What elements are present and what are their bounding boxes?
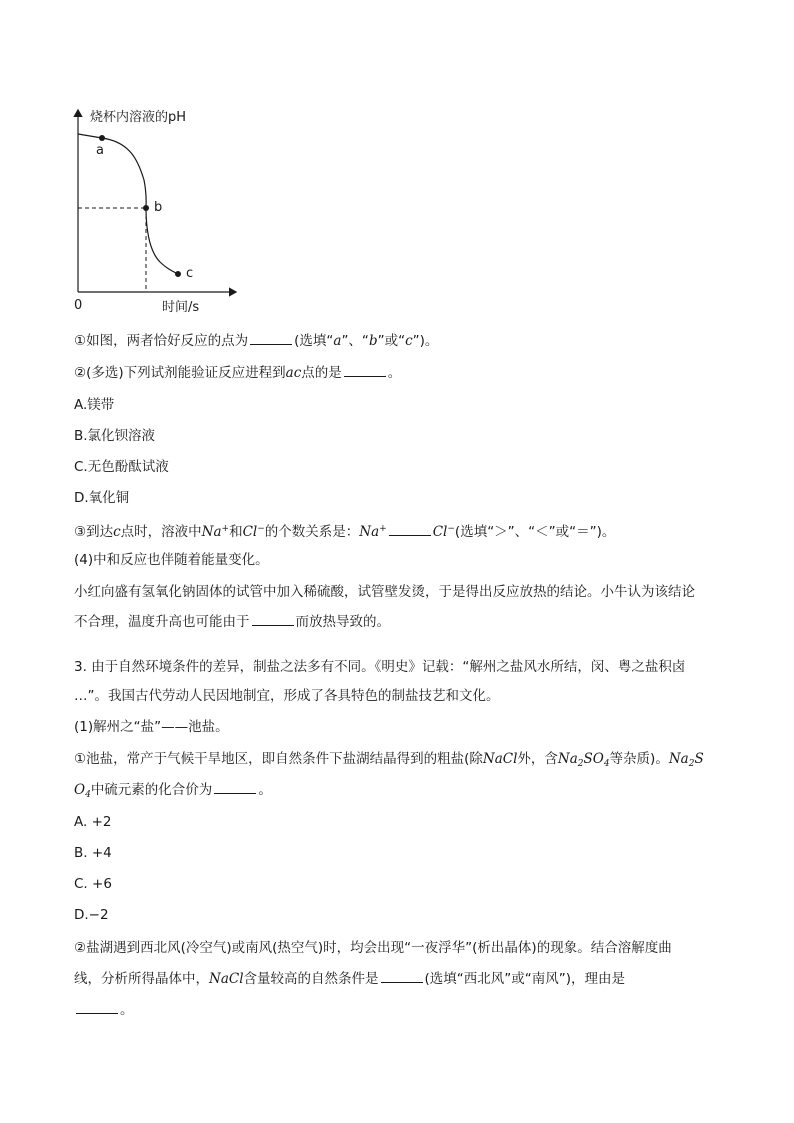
ph-chart — [60, 100, 260, 320]
q3-p1-text: ①池盐，常产于气候干旱地区，即自然条件下盐湖结晶得到的粗盐(除 — [74, 751, 483, 767]
minus-charge: − — [257, 524, 265, 534]
end: 。 — [258, 782, 272, 798]
subscript-4b: 4 — [85, 790, 91, 800]
point-a-marker — [99, 135, 105, 141]
plus-charge-2: + — [379, 524, 387, 534]
answer-blank[interactable] — [250, 332, 292, 345]
na2so4-o: O — [74, 782, 86, 798]
choice-b: b — [368, 333, 378, 349]
q3-intro-line2: …”。我国古代劳动人民因地制宜，形成了各具特色的制盐技艺和文化。 — [74, 688, 500, 704]
q3-p2-line1: ②盐湖遇到西北风(冷空气)或南风(热空气)时，均会出现“一夜浮华”(析出晶体)的现象。结合溶解度曲 — [74, 940, 672, 956]
q3-p1-line1 — [74, 749, 704, 774]
na-ion-2: Na — [359, 524, 380, 540]
q3-p2-hint: (选填“西北风”或“南风”)，理由是 — [424, 971, 626, 987]
point-c-label: c — [186, 266, 194, 281]
subscript-4: 4 — [603, 759, 610, 769]
q2-part1-text: ①如图，两者恰好反应的点为 — [74, 333, 249, 349]
point-b-marker — [143, 205, 149, 211]
answer-blank[interactable] — [344, 364, 386, 377]
na2so4-na: Na — [557, 751, 578, 767]
q3-option-a: A. +2 — [74, 814, 112, 830]
na2so4-s: S — [694, 751, 704, 767]
q3-p2-line3 — [74, 1000, 134, 1020]
q2-option-d: D.氧化铜 — [74, 490, 130, 506]
c-symbol: c — [113, 524, 121, 540]
choice-a: a — [333, 333, 342, 349]
sep: ”、“ — [341, 333, 369, 349]
answer-blank[interactable] — [252, 613, 294, 626]
answer-blank[interactable] — [76, 1001, 118, 1014]
ac-symbol: ac — [285, 365, 302, 381]
q3-p1-text4: 中硫元素的化合价为 — [90, 782, 213, 798]
q3-p2-text: 线，分析所得晶体中， — [74, 971, 209, 987]
end: ”)。 — [412, 333, 439, 349]
q2-part2 — [74, 363, 401, 383]
q2-part3-hint: (选填“＞”、“＜”或“＝”)。 — [454, 524, 616, 540]
q2-part4-text-line2 — [74, 612, 390, 632]
q2-part3-text2: 点时，溶液中 — [120, 524, 202, 540]
q2-part4-text3: 而放热导致的。 — [295, 614, 390, 630]
answer-blank[interactable] — [381, 970, 423, 983]
x-axis-label: 时间/s — [162, 300, 200, 315]
plus-charge: + — [221, 524, 230, 534]
point-b-label: b — [154, 200, 163, 215]
point-a-label: a — [96, 143, 104, 158]
q2-part3-text: ③到达 — [74, 524, 114, 540]
q2-option-b: B.氯化钡溶液 — [74, 428, 156, 444]
q3-option-d: D.−2 — [74, 907, 109, 923]
subscript-2b: 2 — [688, 759, 695, 769]
q3-option-c: C. +6 — [74, 876, 112, 892]
q2-option-c: C.无色酚酞试液 — [74, 459, 169, 475]
cl-ion: Cl — [242, 524, 258, 540]
q3-sub1-heading: (1)解州之“盐”——池盐。 — [74, 719, 229, 735]
answer-blank[interactable] — [389, 523, 431, 536]
answer-blank[interactable] — [214, 781, 256, 794]
q2-part3-text3: 的个数关系是： — [264, 524, 360, 540]
end: 。 — [120, 1002, 134, 1018]
q3-p1-text3: 等杂质)。 — [609, 751, 669, 767]
q2-part1 — [74, 331, 438, 351]
nacl-formula: NaCl — [482, 751, 518, 767]
and: 和 — [229, 524, 243, 540]
cl-ion-2: Cl — [432, 524, 448, 540]
end: 。 — [387, 365, 402, 381]
q2-part4-text2: 不合理，温度升高也可能由于 — [74, 614, 250, 630]
q2-part1-hint: (选填“ — [294, 333, 334, 349]
q3-intro-line1: 3. 由于自然环境条件的差异，制盐之法多有不同。《明史》记载：“解州之盐风水所结，闵、粤之盐积卤 — [74, 659, 686, 675]
q3-p1-text2: 外，含 — [517, 751, 558, 767]
q3-p2-text2: 含量较高的自然条件是 — [243, 971, 379, 987]
y-axis-label: 烧杯内溶液的pH — [90, 110, 187, 125]
na2so4-na-2: Na — [668, 751, 689, 767]
minus-charge-2: − — [447, 524, 455, 534]
q2-part4-text-line1: 小红向盛有氢氧化钠固体的试管中加入稀硫酸，试管壁发烫，于是得出反应放热的结论。小牛认为该结论 — [74, 584, 695, 600]
q2-part4-heading: (4)中和反应也伴随着能量变化。 — [74, 552, 269, 568]
origin-label: 0 — [74, 298, 83, 313]
q2-part3 — [74, 519, 615, 542]
subscript-2: 2 — [577, 759, 584, 769]
nacl-formula-2: NaCl — [209, 971, 244, 987]
na2so4-so: SO — [583, 751, 604, 767]
q3-p2-line2 — [74, 969, 625, 989]
q2-part2-text: ②(多选)下列试剂能验证反应进程到 — [74, 365, 286, 381]
q2-part2-text2: 点的是 — [301, 365, 342, 381]
na-ion: Na — [201, 524, 222, 540]
q2-option-a: A.镁带 — [74, 397, 115, 413]
point-c-marker — [175, 271, 181, 277]
q3-option-b: B. +4 — [74, 845, 112, 861]
ph-curve — [78, 134, 178, 274]
q3-p1-line2 — [74, 780, 272, 805]
choice-c: c — [405, 333, 413, 349]
sep: ”或“ — [377, 333, 406, 349]
